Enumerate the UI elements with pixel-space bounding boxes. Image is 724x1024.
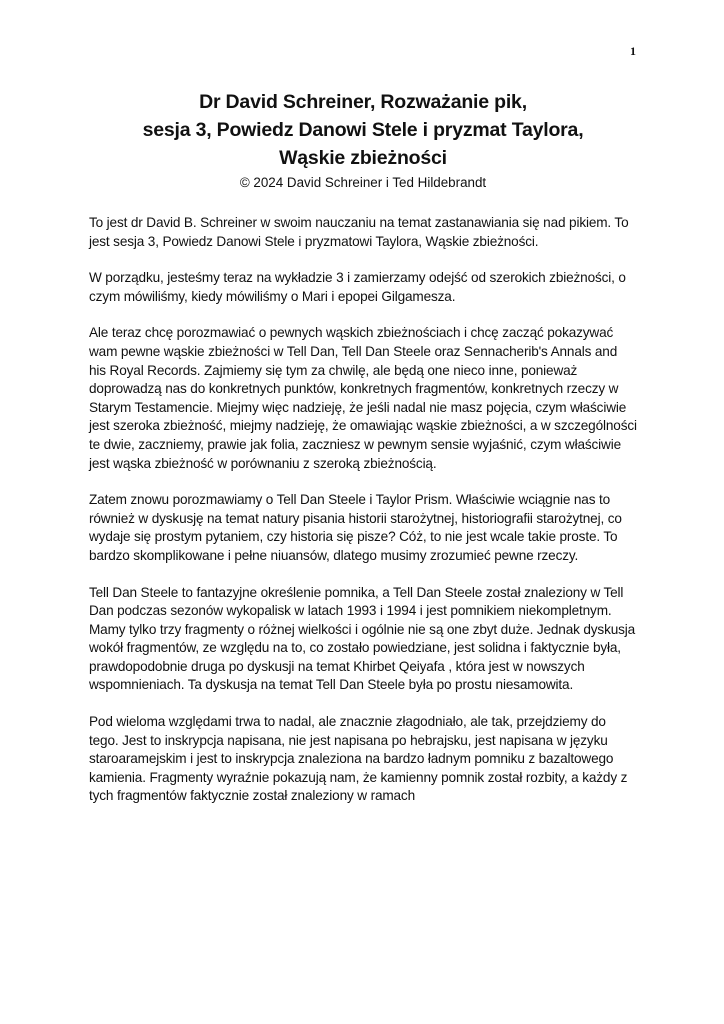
page-number: 1 bbox=[630, 44, 636, 58]
paragraph: Pod wieloma względami trwa to nadal, ale znacznie złagodniało, ale tak, przejdziemy do tego. Jest to inskrypcja napisana, nie jest napisana po hebrajsku, jest napisana w języku staroaramejskim i jest to inskrypcja znaleziona na bardzo ładnym pomniku z bazaltowego kamienia. Fragmenty wyraźnie pokazują nam, że kamienny pomnik został rozbity, a każdy z tych fragmentów faktycznie został znaleziony w ramach bbox=[89, 714, 628, 804]
document-content bbox=[89, 88, 637, 824]
paragraph: Ale teraz chcę porozmawiać o pewnych wąskich zbieżnościach i chcę zacząć pokazywać wam pewne wąskie zbieżności w Tell Dan, Tell Dan Steele oraz Sennacherib's Annals and his Royal Records. Zajmiemy się tym za chwilę, ale będą one nieco inne, ponieważ doprowadzą nas do konkretnych punktów, konkretnych fragmentów, konkretnych rzeczy w Starym Testamencie. Miejmy więc nadzieję, że jeśli nadal nie masz pojęcia, czym właściwie jest szeroka zbieżność, miejmy nadzieję, że omawiając wąskie zbieżności, a w szczególności te dwie, zaczniemy, prawie jak folia, zaczniesz w pewnym sensie wyjaśnić, czym właściwie jest wąska zbieżność w porównaniu z szeroką zbieżnością. bbox=[89, 325, 637, 471]
title-line: Dr David Schreiner, Rozważanie pik, bbox=[199, 91, 527, 113]
paragraph: Tell Dan Steele to fantazyjne określenie pomnika, a Tell Dan Steele został znaleziony w Tell Dan podczas sezonów wykopalisk w latach 1993 i 1994 i jest pomnikiem niekompletnym. Mamy tylko trzy fragmenty o różnej wielkości i ogólnie nie są one zbyt duże. Jednak dyskusja wokół fragmentów, ze względu na to, co zostało powiedziane, jest solidna i faktycznie była, prawdopodobnie druga po dyskusji na temat Khirbet Qeiyafa , która jest w nowszych wspomnieniach. Ta dyskusja na temat Tell Dan Steele była po prostu niesamowita. bbox=[89, 584, 636, 693]
paragraph: W porządku, jesteśmy teraz na wykładzie 3 i zamierzamy odejść od szerokich zbieżności, o czym mówiliśmy, kiedy mówiliśmy o Mari i epopei Gilgamesza. bbox=[89, 270, 626, 304]
body-text bbox=[89, 214, 637, 806]
title-line: sesja 3, Powiedz Danowi Stele i pryzmat Taylora, bbox=[142, 119, 584, 141]
title-line: Wąskie zbieżności bbox=[279, 147, 447, 169]
paragraph: To jest dr David B. Schreiner w swoim nauczaniu na temat zastanawiania się nad pikiem. To jest sesja 3, Powiedz Danowi Stele i pryzmatowi Taylora, Wąskie zbieżności. bbox=[89, 215, 629, 249]
document-title bbox=[89, 88, 637, 172]
paragraph: Zatem znowu porozmawiamy o Tell Dan Steele i Taylor Prism. Właściwie wciągnie nas to również w dyskusję na temat natury pisania historii starożytnej, historiografii starożytnej, co wydaje się prostym pytaniem, czy historia się pisze? Cóż, to nie jest wcale takie proste. To bardzo skomplikowane i pełne niuansów, dlatego musimy zrozumieć pewne rzeczy. bbox=[89, 492, 622, 563]
copyright-notice: © 2024 David Schreiner i Ted Hildebrandt bbox=[239, 175, 487, 190]
